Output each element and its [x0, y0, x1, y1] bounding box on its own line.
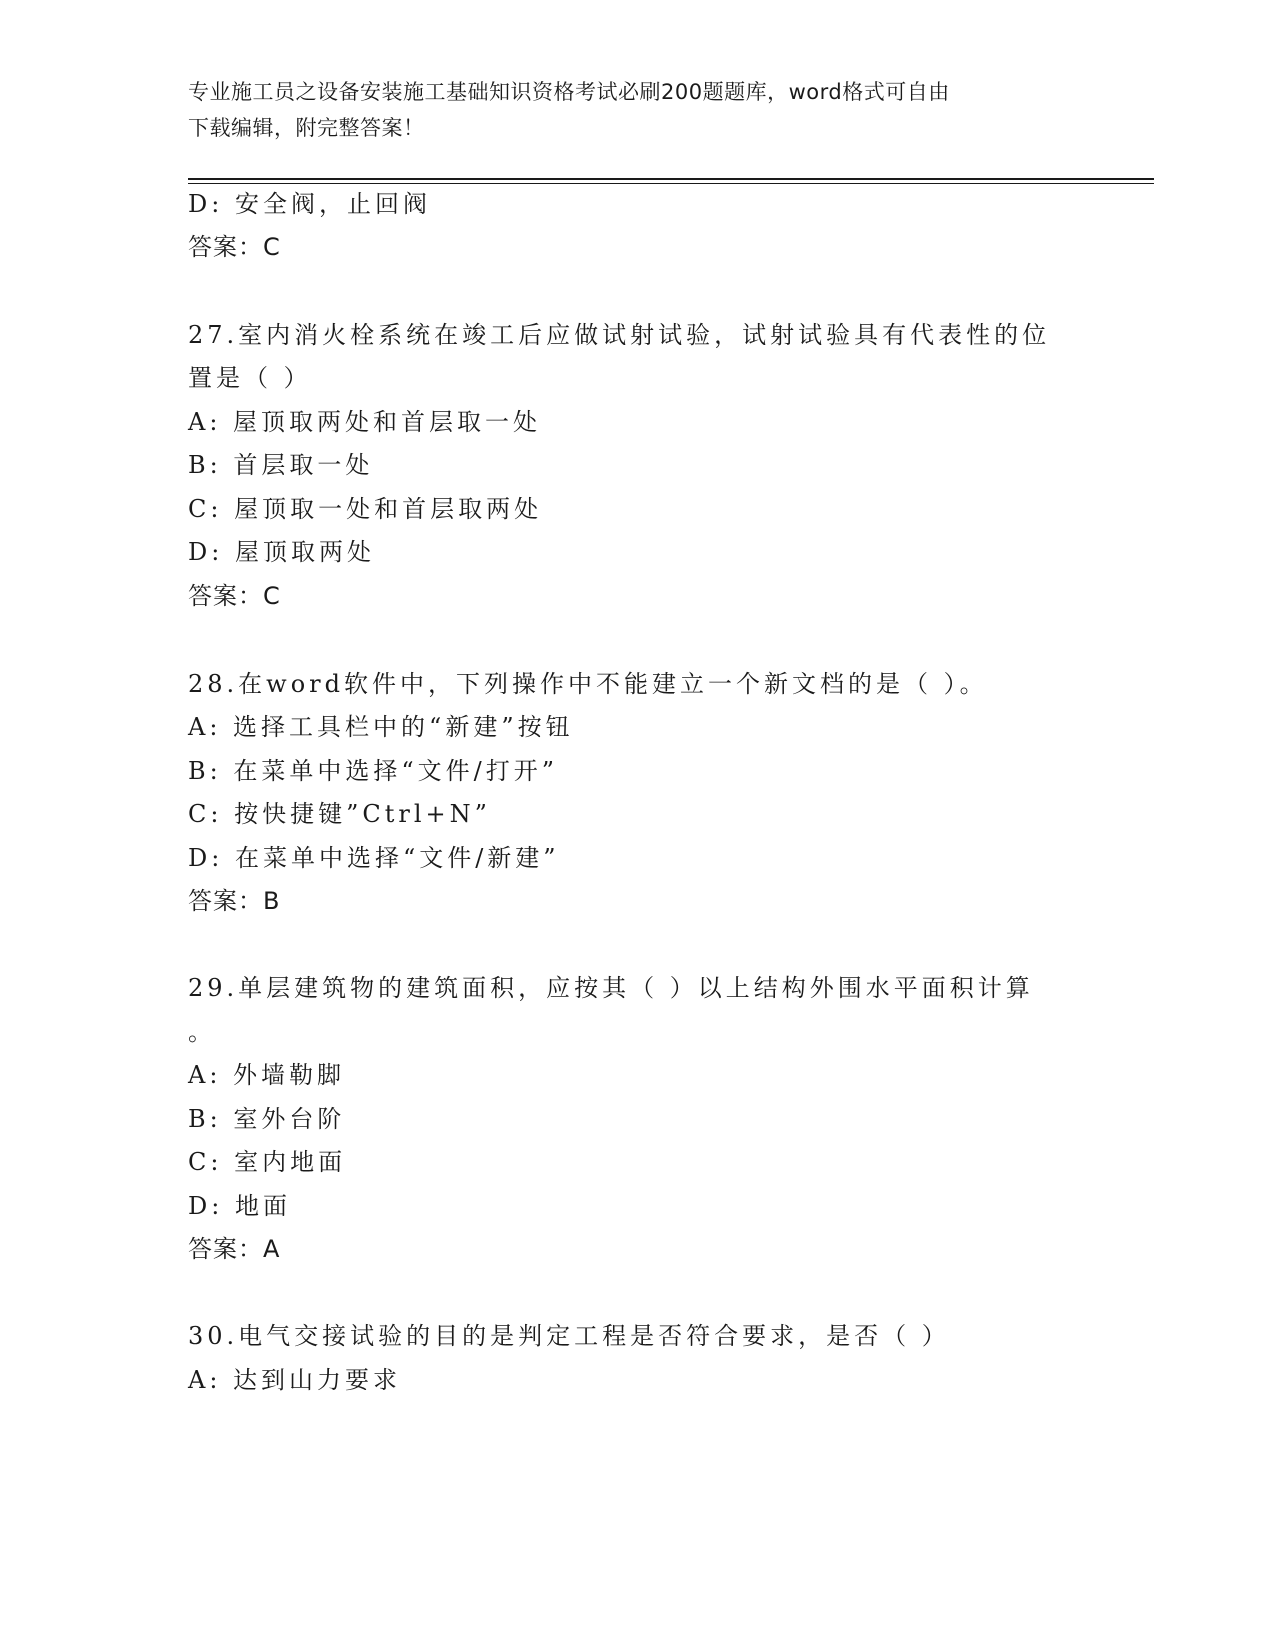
option-c: C: 按快捷键”Ctrl+N”: [188, 800, 491, 828]
header-divider: [188, 178, 1154, 180]
header-divider-thin: [188, 183, 1154, 184]
answer-line: 答案：A: [188, 1235, 281, 1263]
option-a: A: 选择工具栏中的“新建”按钮: [188, 713, 574, 741]
option-d: D: 在菜单中选择“文件/新建”: [188, 844, 560, 872]
option-a: A: 达到山力要求: [188, 1366, 402, 1394]
header-line-2: 下载编辑，附完整答案！: [188, 116, 425, 140]
question-27: 27.室内消火栓系统在竣工后应做试射试验，试射试验具有代表性的位: [188, 321, 1051, 349]
answer-line: 答案：C: [188, 233, 281, 261]
question-28: 28.在word软件中，下列操作中不能建立一个新文档的是（ ）。: [188, 670, 988, 698]
option-b: B: 室外台阶: [188, 1105, 346, 1133]
option-c: C: 室内地面: [188, 1148, 347, 1176]
option-d: D: 地面: [188, 1192, 291, 1220]
option-a: A: 外墙勒脚: [188, 1061, 346, 1089]
header-line-1: 专业施工员之设备安装施工基础知识资格考试必刷200题题库，word格式可自由: [188, 80, 950, 104]
option-a: A: 屋顶取两处和首层取一处: [188, 408, 542, 436]
document-header: [188, 74, 1068, 146]
question-29-continued: 。: [188, 1018, 216, 1046]
question-29: 29.单层建筑物的建筑面积，应按其（ ）以上结构外围水平面积计算: [188, 974, 1034, 1002]
option-c: C: 屋顶取一处和首层取两处: [188, 495, 543, 523]
option-b: B: 首层取一处: [188, 451, 374, 479]
option-d: D: 屋顶取两处: [188, 538, 375, 566]
question-30: 30.电气交接试验的目的是判定工程是否符合要求，是否（ ）: [188, 1322, 950, 1350]
option-b: B: 在菜单中选择“文件/打开”: [188, 757, 558, 785]
answer-line: 答案：B: [188, 887, 281, 915]
answer-line: 答案：C: [188, 582, 281, 610]
option-d: D: 安全阀，止回阀: [188, 190, 431, 218]
question-27-continued: 置是（ ）: [188, 364, 312, 392]
